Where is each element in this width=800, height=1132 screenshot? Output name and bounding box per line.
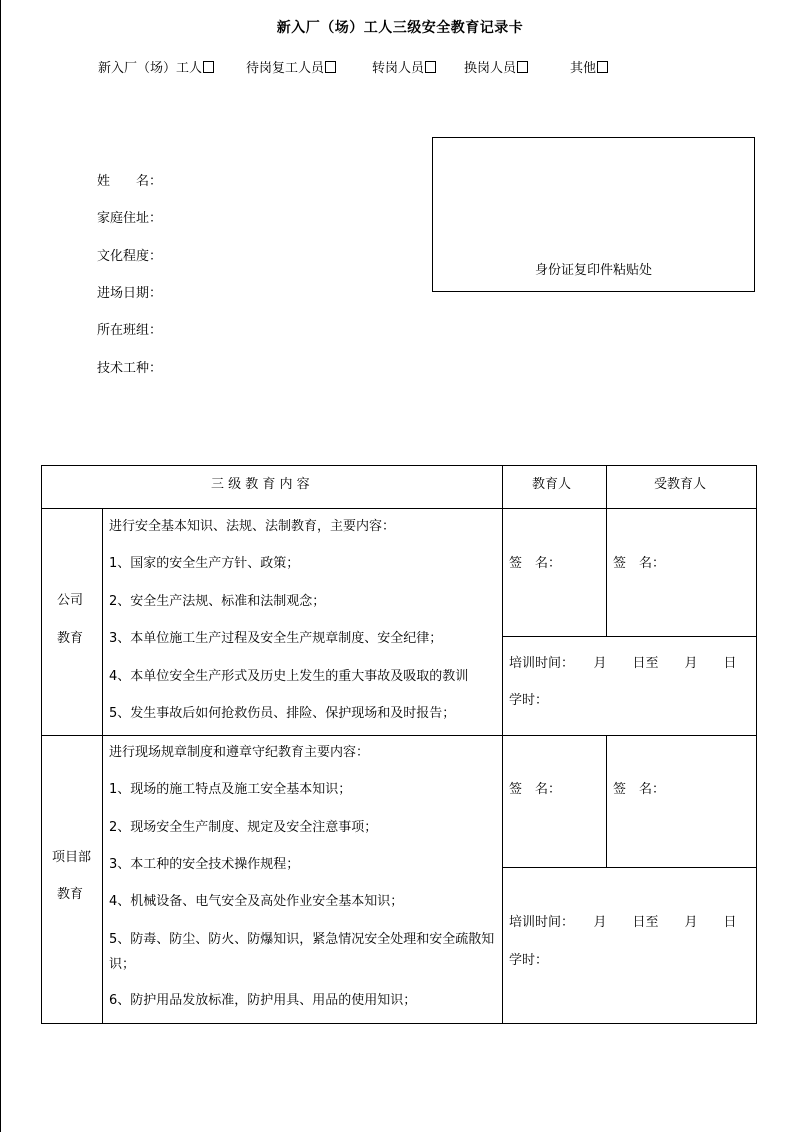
- category-label: 新入厂（场）工人: [98, 61, 203, 76]
- header-content: 三 级 教 育 内 容: [211, 477, 310, 492]
- header-educatee: 受教育人: [654, 477, 707, 492]
- sign-time-divider: [502, 636, 757, 637]
- category-label: 转岗人员: [372, 61, 425, 76]
- level-column-divider: [102, 508, 103, 1024]
- educatee-signature-field[interactable]: 签 名：: [613, 782, 666, 797]
- checkbox-icon[interactable]: [517, 61, 528, 73]
- section-intro: 进行安全基本知识、法规、法制教育，主要内容：: [109, 519, 396, 534]
- level-label: 项目部: [52, 850, 92, 865]
- category-row: [98, 57, 700, 75]
- checkbox-icon[interactable]: [203, 61, 214, 73]
- educator-signature-field[interactable]: 签 名：: [509, 782, 562, 797]
- content-item: 4、机械设备、电气安全及高处作业安全基本知识；: [109, 894, 404, 909]
- id-photo-label: 身份证复印件粘贴处: [534, 263, 652, 278]
- category-label: 待岗复工人员: [246, 61, 325, 76]
- content-item: 1、现场的施工特点及施工安全基本知识；: [109, 782, 352, 797]
- checkbox-icon[interactable]: [597, 61, 608, 73]
- category-label: 其他: [570, 61, 597, 76]
- field-address-label: 家庭住址：: [97, 211, 163, 226]
- content-item: 3、本单位施工生产过程及安全生产规章制度、安全纪律；: [109, 631, 443, 646]
- sign-column-divider: [606, 735, 607, 867]
- level-label: 教育: [57, 887, 84, 902]
- field-name-label: 姓 名：: [97, 174, 163, 189]
- field-entry-date-label: 进场日期：: [97, 286, 163, 301]
- header-educator: 教育人: [532, 477, 572, 492]
- content-item: 5、发生事故后如何抢救伤员、排险、保护现场和及时报告；: [109, 706, 456, 721]
- id-photo-area[interactable]: [432, 137, 755, 292]
- category-label: 换岗人员: [464, 61, 517, 76]
- content-item: 2、安全生产法规、标准和法制观念；: [109, 594, 326, 609]
- field-team-label: 所在班组：: [97, 323, 163, 338]
- field-trade-label: 技术工种：: [97, 361, 163, 376]
- header-divider: [41, 508, 757, 509]
- sign-column-divider: [606, 508, 607, 636]
- training-time-field[interactable]: 培训时间： 月 日至 月 日: [509, 915, 737, 930]
- header-column-divider: [606, 465, 607, 509]
- category-returning[interactable]: [246, 57, 336, 76]
- content-item: 6、防护用品发放标准，防护用具、用品的使用知识；: [109, 993, 417, 1008]
- field-education-label: 文化程度：: [97, 249, 163, 264]
- training-hours-field[interactable]: 学时：: [509, 693, 549, 708]
- checkbox-icon[interactable]: [425, 61, 436, 73]
- content-item: 4、本单位安全生产形式及历史上发生的重大事故及吸取的教训: [109, 669, 469, 684]
- content-item: 2、现场安全生产制度、规定及安全注意事项；: [109, 820, 378, 835]
- section-intro: 进行现场规章制度和遵章守纪教育主要内容：: [109, 745, 370, 760]
- educator-signature-field[interactable]: 签 名：: [509, 556, 562, 571]
- category-rotation[interactable]: [464, 57, 528, 76]
- training-hours-field[interactable]: 学时：: [509, 953, 549, 968]
- section-divider: [41, 735, 757, 736]
- category-transfer[interactable]: [372, 57, 436, 76]
- educatee-signature-field[interactable]: 签 名：: [613, 556, 666, 571]
- training-time-field[interactable]: 培训时间： 月 日至 月 日: [509, 656, 737, 671]
- education-table: [41, 465, 757, 1024]
- category-other[interactable]: [570, 57, 608, 76]
- checkbox-icon[interactable]: [325, 61, 336, 73]
- page-left-edge: [0, 0, 1, 1132]
- page-title: 新入厂（场）工人三级安全教育记录卡: [276, 20, 524, 36]
- content-item: 5、防毒、防尘、防火、防爆知识，紧急情况安全处理和安全疏散知识；: [109, 932, 495, 972]
- level-label: 公司: [57, 593, 84, 608]
- sign-time-divider: [502, 867, 757, 868]
- content-item: 3、本工种的安全技术操作规程；: [109, 857, 300, 872]
- content-column-divider: [502, 465, 503, 1024]
- category-new-worker[interactable]: [98, 57, 214, 76]
- content-item: 1、国家的安全生产方针、政策；: [109, 556, 300, 571]
- level-label: 教育: [57, 631, 84, 646]
